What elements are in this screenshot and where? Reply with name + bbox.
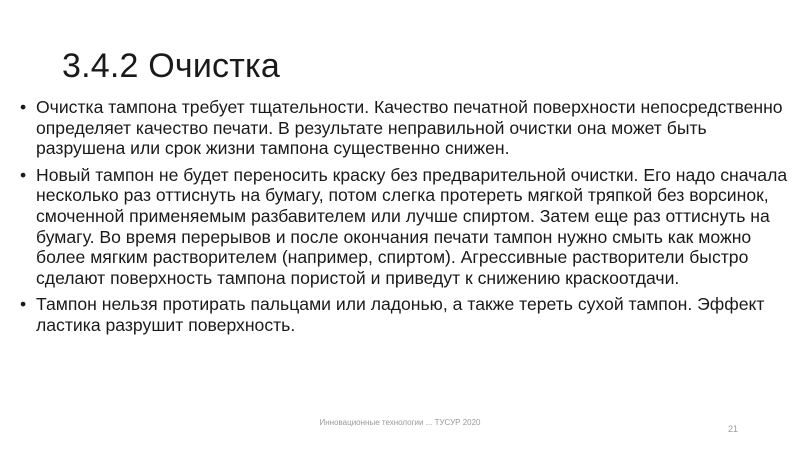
bullet-text: Тампон нельзя протирать пальцами или ладонью, а также тереть сухой тампон. Эффект ластика разрушит поверхность. xyxy=(36,294,765,335)
bullet-item-rubbing-warning xyxy=(18,294,790,335)
slide-title: 3.4.2 Очистка xyxy=(62,47,280,85)
bullet-dot-icon: • xyxy=(20,97,27,117)
bullet-dot-icon: • xyxy=(20,294,27,315)
bullet-item-new-pad-preparation xyxy=(18,165,790,289)
bullet-dot-icon: • xyxy=(20,164,27,185)
bullet-text: Очистка тампона требует тщательности. Качество печатной поверхности непосредственно определяет качество печати. В результате неправильной очистки она может быть разрушена или срок жизни тампона существенно снижен. xyxy=(36,97,783,159)
footer-note: Инновационные технологии ... ТУСУР 2020 xyxy=(319,418,481,427)
bullet-list xyxy=(18,97,790,342)
bullet-text: Новый тампон не будет переносить краску без предварительной очистки. Его надо сначала несколько раз оттиснуть на бумагу, потом слегка протереть мягкой тряпкой без ворсинок, смоченной применяемым разбавителем или лучше спиртом. Затем еще раз оттиснуть на бумагу. Во время перерывов и после окончания печати тампон нужно смыть как можно более мягким растворителем (например, спиртом). Агрессивные растворители быстро сделают поверхность тампона пористой и приведут к снижению краскоотдачи. xyxy=(36,164,788,288)
bullet-item-cleaning-importance xyxy=(18,97,790,159)
page-number: 21 xyxy=(727,424,738,434)
